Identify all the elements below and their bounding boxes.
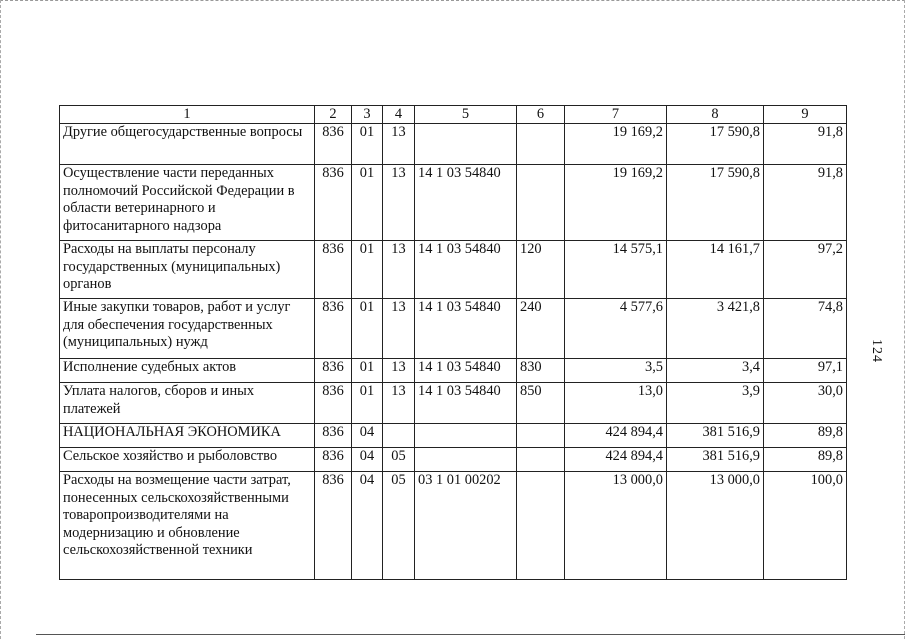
actual-amount: 3,9 [667,383,764,424]
ved-code: 836 [315,359,352,383]
ved-code: 836 [315,424,352,448]
expense-type [517,424,565,448]
execution-percent: 89,8 [764,448,847,472]
row-name: Расходы на возмещение части затрат, понесенных сельскохозяйственными товаропроизводителями на модернизацию и обновление сельскохозяйственной техники [60,472,315,580]
section-code: 04 [352,424,383,448]
target-article: 14 1 03 54840 [415,165,517,241]
table-row [60,241,847,299]
table-row [60,124,847,165]
section-code: 01 [352,383,383,424]
column-header: 1 [60,106,315,124]
section-code: 01 [352,241,383,299]
actual-amount: 381 516,9 [667,424,764,448]
column-header: 8 [667,106,764,124]
planned-amount: 424 894,4 [565,448,667,472]
target-article [415,124,517,165]
column-header: 6 [517,106,565,124]
execution-percent: 91,8 [764,165,847,241]
table-row [60,359,847,383]
planned-amount: 19 169,2 [565,165,667,241]
row-name: Исполнение судебных актов [60,359,315,383]
expense-type: 120 [517,241,565,299]
ved-code: 836 [315,124,352,165]
ved-code: 836 [315,383,352,424]
row-name: Расходы на выплаты персоналу государственных (муниципальных) органов [60,241,315,299]
subsection-code: 13 [383,241,415,299]
execution-percent: 91,8 [764,124,847,165]
execution-percent: 97,1 [764,359,847,383]
target-article: 14 1 03 54840 [415,383,517,424]
subsection-code: 13 [383,359,415,383]
row-name: Другие общегосударственные вопросы [60,124,315,165]
table-row [60,383,847,424]
actual-amount: 3 421,8 [667,299,764,359]
subsection-code [383,424,415,448]
subsection-code: 13 [383,383,415,424]
actual-amount: 17 590,8 [667,124,764,165]
subsection-code: 13 [383,124,415,165]
ved-code: 836 [315,448,352,472]
planned-amount: 3,5 [565,359,667,383]
column-header: 5 [415,106,517,124]
row-name: Уплата налогов, сборов и иных платежей [60,383,315,424]
expense-type: 850 [517,383,565,424]
section-code: 04 [352,448,383,472]
section-code: 04 [352,472,383,580]
actual-amount: 381 516,9 [667,448,764,472]
execution-percent: 89,8 [764,424,847,448]
expense-type [517,124,565,165]
ved-code: 836 [315,472,352,580]
table-row [60,472,847,580]
target-article: 14 1 03 54840 [415,299,517,359]
row-name: НАЦИОНАЛЬНАЯ ЭКОНОМИКА [60,424,315,448]
execution-percent: 100,0 [764,472,847,580]
target-article [415,448,517,472]
budget-execution-table [59,105,847,580]
planned-amount: 4 577,6 [565,299,667,359]
subsection-code: 05 [383,472,415,580]
actual-amount: 17 590,8 [667,165,764,241]
expense-type: 240 [517,299,565,359]
page-bottom-edge [36,634,905,635]
target-article: 14 1 03 54840 [415,359,517,383]
page-number: 124 [869,339,884,363]
expense-type [517,165,565,241]
table-row [60,165,847,241]
planned-amount: 13,0 [565,383,667,424]
column-header: 4 [383,106,415,124]
expense-type [517,448,565,472]
row-name: Осуществление части переданных полномочий Российской Федерации в области ветеринарного и фитосанитарного надзора [60,165,315,241]
ved-code: 836 [315,241,352,299]
planned-amount: 14 575,1 [565,241,667,299]
column-number-row [60,106,847,124]
target-article: 14 1 03 54840 [415,241,517,299]
execution-percent: 30,0 [764,383,847,424]
planned-amount: 13 000,0 [565,472,667,580]
planned-amount: 424 894,4 [565,424,667,448]
target-article [415,424,517,448]
planned-amount: 19 169,2 [565,124,667,165]
execution-percent: 97,2 [764,241,847,299]
ved-code: 836 [315,299,352,359]
actual-amount: 3,4 [667,359,764,383]
column-header: 3 [352,106,383,124]
subsection-code: 13 [383,299,415,359]
section-code: 01 [352,299,383,359]
ved-code: 836 [315,165,352,241]
execution-percent: 74,8 [764,299,847,359]
row-name: Сельское хозяйство и рыболовство [60,448,315,472]
section-code: 01 [352,124,383,165]
expense-type: 830 [517,359,565,383]
section-code: 01 [352,359,383,383]
actual-amount: 14 161,7 [667,241,764,299]
column-header: 2 [315,106,352,124]
column-header: 7 [565,106,667,124]
expense-type [517,472,565,580]
table-row [60,448,847,472]
actual-amount: 13 000,0 [667,472,764,580]
row-name: Иные закупки товаров, работ и услуг для обеспечения государственных (муниципальных) нужд [60,299,315,359]
subsection-code: 13 [383,165,415,241]
subsection-code: 05 [383,448,415,472]
target-article: 03 1 01 00202 [415,472,517,580]
table-row [60,299,847,359]
column-header: 9 [764,106,847,124]
table-row [60,424,847,448]
section-code: 01 [352,165,383,241]
